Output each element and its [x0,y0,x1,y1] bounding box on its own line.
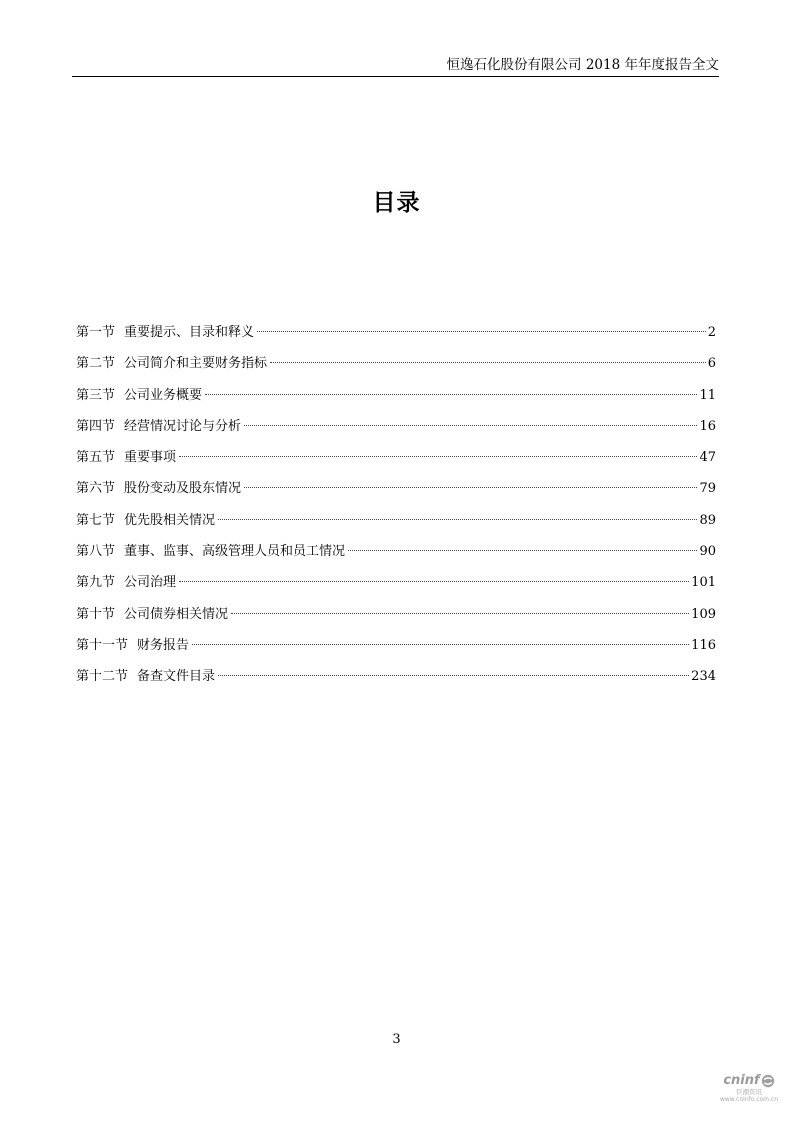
watermark-brand: cninf [723,1073,760,1088]
toc-title: 目录 [372,190,421,216]
toc-label [76,635,189,657]
toc-leader-dots [179,456,697,457]
toc-leader-dots [218,675,689,676]
table-of-contents [76,322,716,698]
toc-leader-dots [257,331,706,332]
toc-label [76,353,267,375]
watermark-site: www.cninfo.com.cn [719,1096,779,1103]
toc-leader-dots [244,425,697,426]
toc-label [76,541,345,563]
toc-heading: 公司债券相关情况 [124,606,229,622]
toc-page-number: 6 [707,356,716,372]
toc-heading: 财务报告 [137,637,190,653]
toc-section: 第七节 [76,512,116,528]
toc-section: 第二节 [76,356,116,372]
toc-heading: 公司简介和主要财务指标 [124,356,268,372]
toc-heading: 股份变动及股东情况 [124,481,242,497]
toc-leader-dots [205,394,697,395]
toc-page-number: 89 [699,512,716,528]
toc-section: 第四节 [76,418,116,434]
toc-section: 第十二节 [76,669,129,685]
toc-entry[interactable] [76,604,716,635]
toc-entry[interactable] [76,322,716,353]
toc-leader-dots [244,487,697,488]
toc-page-number: 234 [691,669,716,685]
toc-section: 第五节 [76,450,116,466]
toc-leader-dots [179,581,689,582]
toc-page-number: 90 [699,544,716,560]
toc-heading: 重要提示、目录和释义 [124,325,255,340]
toc-page-number: 47 [699,450,716,466]
toc-entry[interactable] [76,353,716,384]
toc-heading: 经营情况讨论与分析 [124,418,242,434]
toc-label [76,604,228,626]
header-text: 恒逸石化股份有限公司 2018 年年度报告全文 [446,57,719,73]
toc-heading: 优先股相关情况 [124,512,216,528]
toc-page-number: 79 [699,481,716,497]
page-number: 3 [392,1032,401,1047]
toc-entry[interactable] [76,416,716,447]
toc-label [76,416,241,438]
toc-leader-dots [192,644,689,645]
toc-label [76,385,202,407]
toc-page-number: 109 [691,606,716,622]
cninfo-swirl-icon [761,1074,775,1088]
toc-page-number: 101 [691,575,716,591]
toc-entry[interactable] [76,478,716,509]
toc-label [76,322,254,344]
toc-label [76,572,176,594]
toc-label [76,510,215,532]
toc-label [76,447,176,469]
toc-heading: 公司业务概要 [124,387,203,403]
toc-entry[interactable] [76,447,716,478]
cninfo-watermark [718,1073,780,1113]
toc-section: 第十节 [76,606,116,622]
toc-entry[interactable] [76,635,716,666]
toc-page-number: 116 [691,637,716,653]
toc-heading: 备查文件目录 [137,669,216,685]
toc-heading: 董事、监事、高级管理人员和员工情况 [124,544,346,560]
watermark-subtitle: 巨潮资讯 [736,1088,762,1096]
toc-leader-dots [218,519,697,520]
toc-section: 第三节 [76,387,116,403]
toc-entry[interactable] [76,385,716,416]
toc-entry[interactable] [76,541,716,572]
toc-section: 第一节 [76,325,116,340]
toc-section: 第九节 [76,575,116,591]
toc-page-number: 11 [699,387,716,403]
toc-label [76,666,215,688]
toc-page-number: 2 [707,325,716,340]
toc-leader-dots [231,613,689,614]
toc-leader-dots [270,362,706,363]
toc-section: 第六节 [76,481,116,497]
toc-entry[interactable] [76,666,716,697]
toc-heading: 重要事项 [124,450,177,466]
page-header [72,54,719,77]
toc-leader-dots [348,550,697,551]
toc-section: 第八节 [76,544,116,560]
toc-entry[interactable] [76,510,716,541]
toc-label [76,478,241,500]
toc-section: 第十一节 [76,637,129,653]
toc-heading: 公司治理 [124,575,177,591]
toc-page-number: 16 [699,418,716,434]
toc-entry[interactable] [76,572,716,603]
